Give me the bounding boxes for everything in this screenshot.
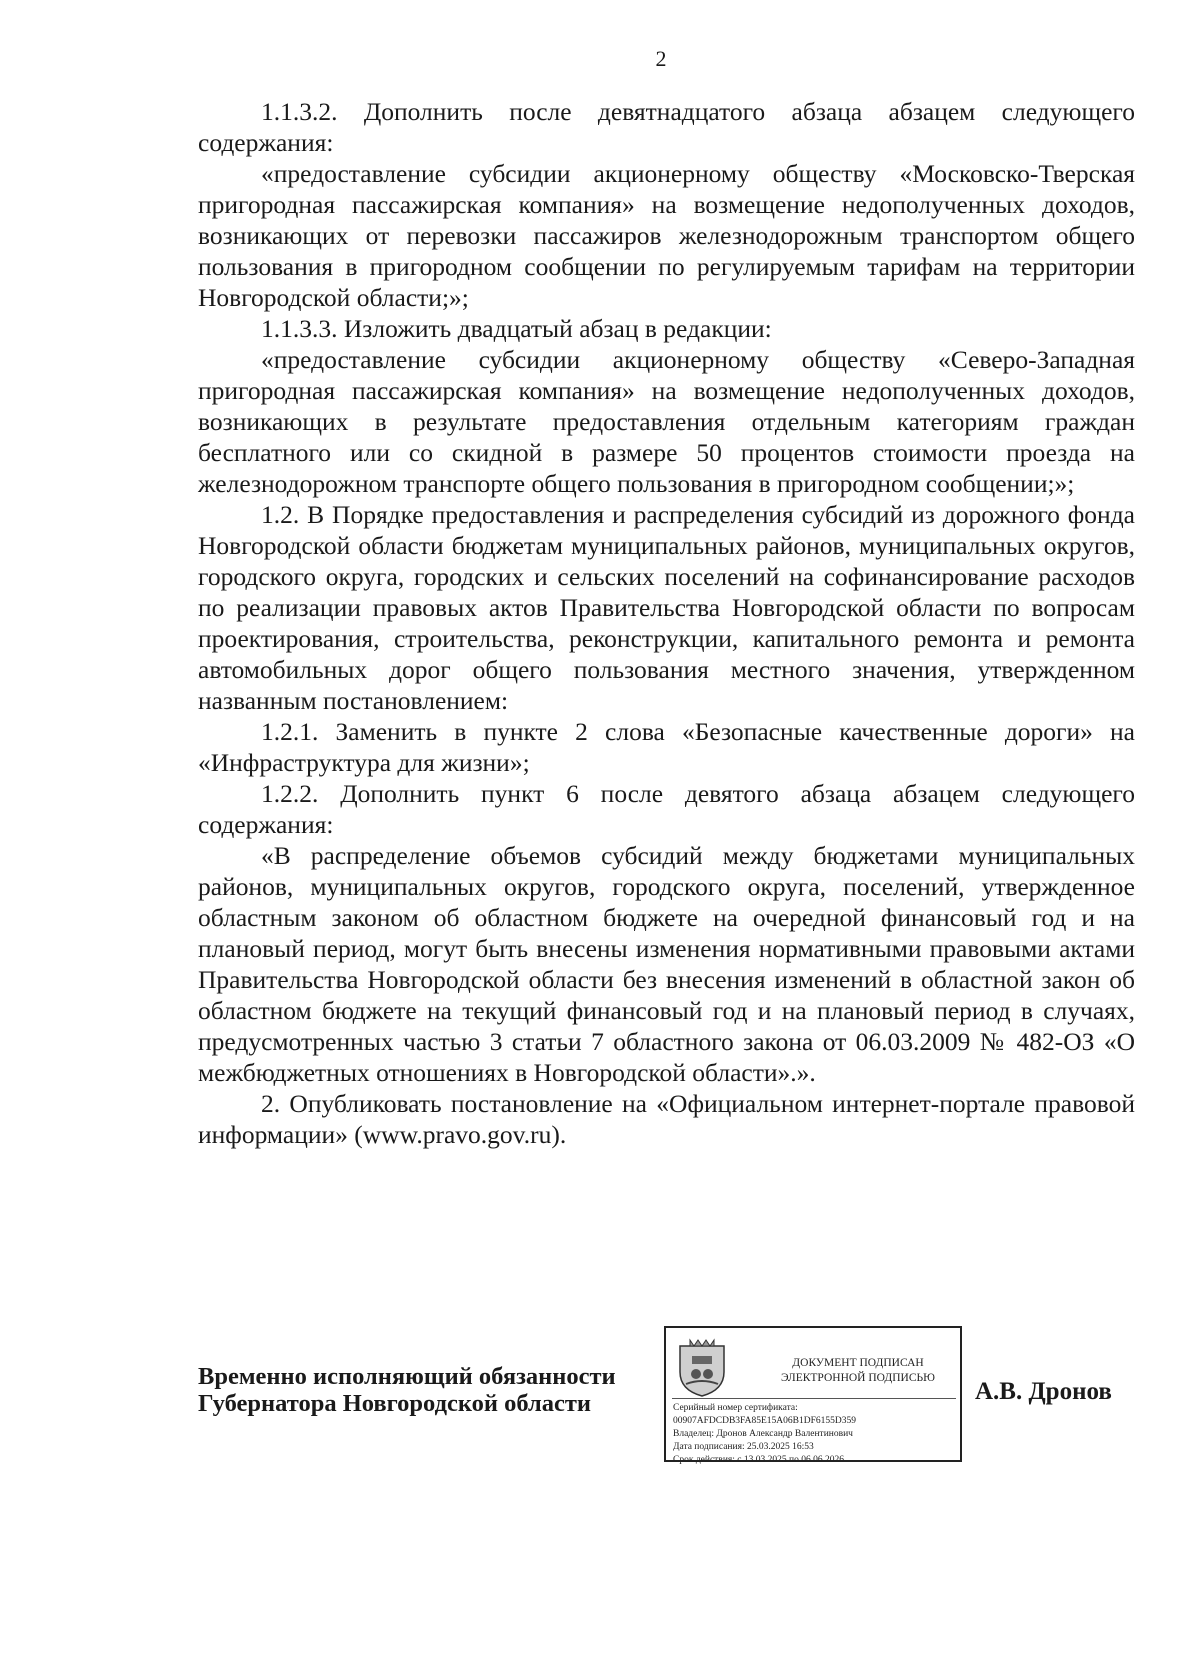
paragraph: 1.1.3.2. Дополнить после девятнадцатого абзаца абзацем следующего содержания: (198, 97, 1135, 157)
paragraph: «предоставление субсидии акционерному обществу «Московско-Тверская пригородная пассажирская компания» на возмещение недополученных доходов, возникающих от перевозки пассажиров железнодорожным транспортом общего пользования в пригородном сообщении по регулируемым тарифам на территории Новгородской области;»; (198, 159, 1135, 312)
stamp-title-line: ДОКУМЕНТ ПОДПИСАН (792, 1357, 924, 1369)
paragraph: 1.2.2. Дополнить пункт 6 после девятого абзаца абзацем следующего содержания: (198, 779, 1135, 839)
paragraph: «В распределение объемов субсидий между бюджетами муниципальных районов, муниципальных округов, городского округа, поселений, утвержденное областным законом об областном бюджете на очередной финансовый год и на плановый период, могут быть внесены изменения нормативными правовыми актами Правительства Новгородской области без внесения изменений в областной закон об областном бюджете на текущий финансовый год и на плановый период в случаях, предусмотренных частью 3 статьи 7 областного закона от 06.03.2009 № 482-ОЗ «О межбюджетных отношениях в Новгородской области».». (198, 841, 1135, 1087)
signatory-position-line: Губернатора Новгородской области (198, 1390, 592, 1417)
stamp-owner: Владелец: Дронов Александр Валентинович (673, 1429, 853, 1439)
paragraph: 2. Опубликовать постановление на «Официальном интернет-портале правовой информации» (www.pravo.gov.ru). (198, 1089, 1135, 1149)
paragraph: «предоставление субсидии акционерному обществу «Северо-Западная пригородная пассажирская компания» на возмещение недополученных доходов, возникающих в результате предоставления отдельным категориям граждан бесплатного или со скидной в размере 50 процентов стоимости проезда на железнодорожном транспорте общего пользования в пригородном сообщении;»; (198, 345, 1135, 498)
signatory-position (198, 1363, 658, 1417)
stamp-divider (672, 1398, 956, 1399)
electronic-signature-stamp (664, 1326, 962, 1465)
paragraph: 1.2. В Порядке предоставления и распределения субсидий из дорожного фонда Новгородской области бюджетам муниципальных районов, муниципальных округов, городского округа, городских и сельских поселений на софинансирование расходов по реализации правовых актов Правительства Новгородской области по вопросам проектирования, строительства, реконструкции, капитального ремонта и ремонта автомобильных дорог общего пользования местного значения, утвержденном названным постановлением: (198, 500, 1135, 715)
coat-of-arms-icon (676, 1338, 728, 1398)
paragraph: 1.1.3.3. Изложить двадцатый абзац в редакции: (261, 314, 772, 343)
document-body (198, 96, 1135, 1150)
signatory-name: А.В. Дронов (975, 1378, 1112, 1405)
signatory-position-line: Временно исполняющий обязанности (198, 1363, 616, 1390)
stamp-title (758, 1356, 958, 1386)
page-number: 2 (655, 46, 667, 71)
stamp-serial: 00907AFDCDB3FA85E15A06B1DF6155D359 (673, 1416, 856, 1426)
stamp-validity: Срок действия: с 13.03.2025 по 06.06.2026 (673, 1455, 844, 1465)
stamp-title-line: ЭЛЕКТРОННОЙ ПОДПИСЬЮ (781, 1372, 935, 1384)
stamp-signed-date: Дата подписания: 25.03.2025 16:53 (673, 1442, 814, 1452)
paragraph: 1.2.1. Заменить в пункте 2 слова «Безопасные качественные дороги» на «Инфраструктура для жизни»; (198, 717, 1135, 777)
stamp-certificate-info (673, 1402, 856, 1467)
stamp-serial-label: Серийный номер сертификата: (673, 1403, 798, 1413)
